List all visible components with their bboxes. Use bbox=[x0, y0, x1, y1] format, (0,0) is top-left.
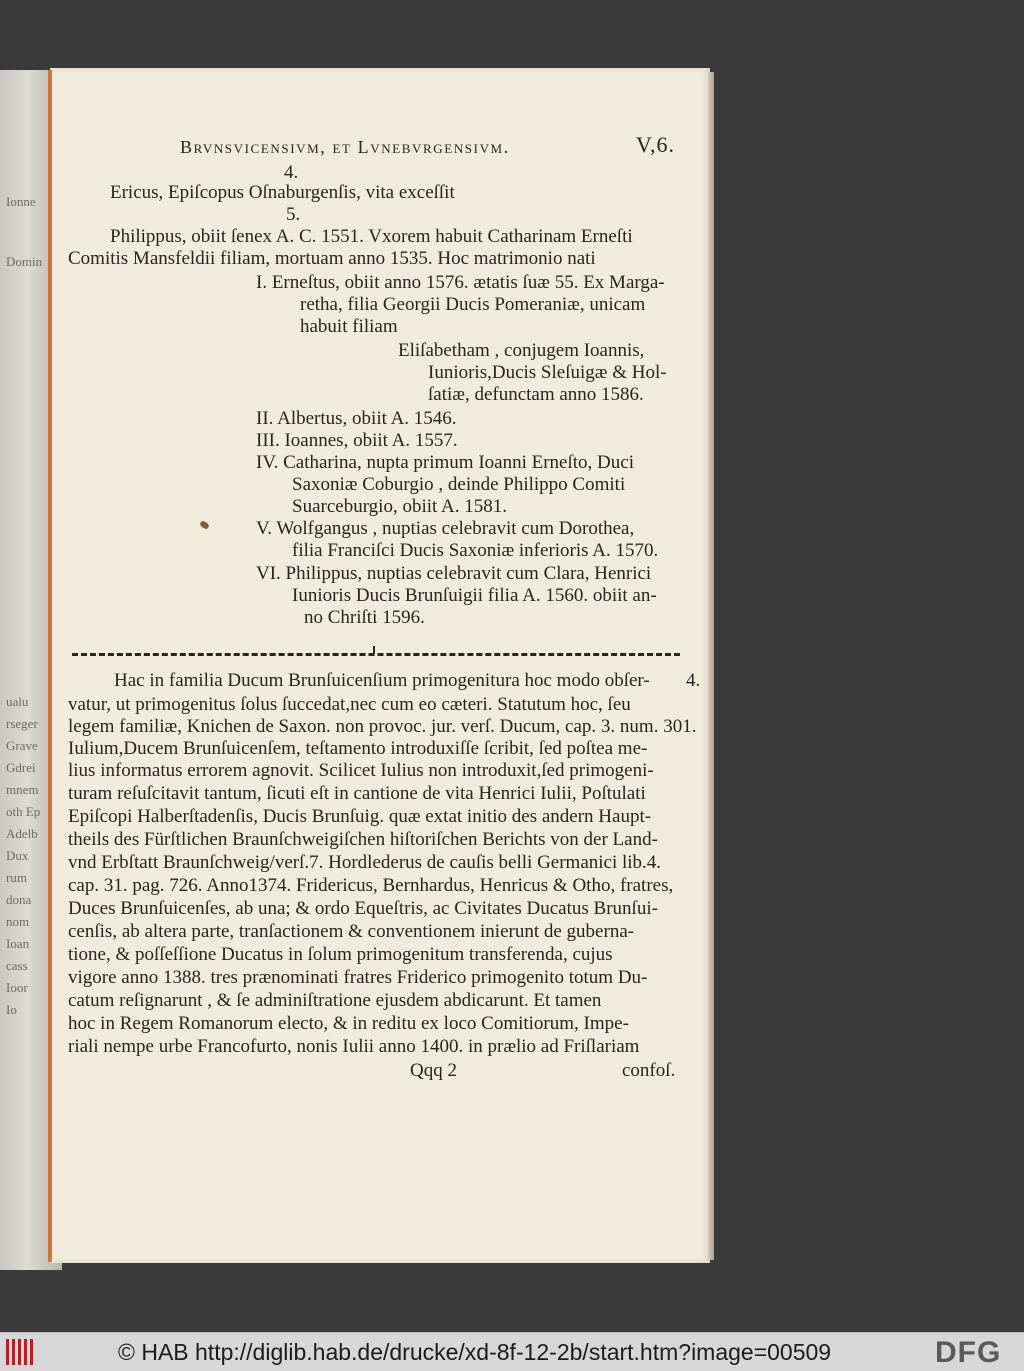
paragraph-line: Duces Brunſuicenſes, ab una; & ordo Equeſtris, ac Civitates Ducatus Brunſui- bbox=[68, 898, 658, 919]
entry-line: Philippus, obiit ſenex A. C. 1551. Vxorem habuit Catharinam Erneſti bbox=[110, 226, 633, 247]
paragraph-line: legem familiæ, Knichen de Saxon. non provoc. jur. verſ. Ducum, cap. 3. num. 301. bbox=[68, 716, 697, 737]
entry-line: I. Erneſtus, obiit anno 1576. ætatis ſuæ 55. Ex Marga- bbox=[256, 272, 665, 293]
page-right-edge bbox=[708, 72, 714, 1260]
paragraph-line: riali nempe urbe Francofurto, nonis Iulii anno 1400. in prælio ad Friſlariam bbox=[68, 1036, 640, 1057]
margin-fragment: Ioor bbox=[6, 980, 28, 995]
paragraph-line: Hac in familia Ducum Brunſuicenſium primogenitura hoc modo obſer- bbox=[114, 670, 650, 691]
paragraph-line: Epiſcopi Halberſtadenſis, Ducis Brunſuig. quæ extat initio des andern Haupt- bbox=[68, 806, 652, 827]
marginal-note: 4. bbox=[686, 670, 701, 691]
margin-fragment: rum bbox=[6, 870, 27, 885]
page-number: V,6. bbox=[636, 132, 676, 157]
margin-fragment: dona bbox=[6, 892, 32, 907]
entry-line: no Chriſti 1596. bbox=[304, 607, 425, 628]
entry-line: Eliſabetham , conjugem Ioannis, bbox=[398, 340, 645, 361]
entry-line: Saxoniæ Coburgio , deinde Philippo Comiti bbox=[292, 474, 626, 495]
entry-line: III. Ioannes, obiit A. 1557. bbox=[256, 430, 458, 451]
paragraph-line: lius informatus errorem agnovit. Scilicet Iulius non introduxit,ſed primogeni- bbox=[68, 760, 654, 781]
entry-line: Iunioris Ducis Brunſuigii filia A. 1560. obiit an- bbox=[292, 585, 657, 606]
paragraph-line: turam reſuſcitavit tantum, ſicuti eſt in cantione de vita Henrici Iulii, Poſtulati bbox=[68, 783, 646, 804]
entry-line: retha, filia Georgii Ducis Pomeraniæ, unicam bbox=[300, 294, 646, 315]
entry-line: habuit filiam bbox=[300, 316, 398, 337]
paragraph-line: Iulium,Ducem Brunſuicenſem, teſtamento introduxiſſe ſcribit, ſed poſtea me- bbox=[68, 738, 648, 759]
paragraph-line: hoc in Regem Romanorum electo, & in reditu ex loco Comitiorum, Impe- bbox=[68, 1013, 629, 1034]
entry-line: V. Wolfgangus , nuptias celebravit cum Dorothea, bbox=[256, 518, 635, 539]
margin-fragment: nom bbox=[6, 914, 30, 929]
margin-fragment: Dux bbox=[6, 848, 29, 863]
entry-line: II. Albertus, obiit A. 1546. bbox=[256, 408, 457, 429]
paragraph-line: tione, & poſſeſſione Ducatus in ſolum primogenitum transferenda, cujus bbox=[68, 944, 613, 965]
entry-line: ſatiæ, defunctam anno 1586. bbox=[428, 384, 644, 405]
running-head: Brvnsvicensivm, et Lvnebvrgensivm. bbox=[180, 137, 510, 157]
entry-line: VI. Philippus, nuptias celebravit cum Clara, Henrici bbox=[256, 563, 652, 584]
margin-fragment: Ionne bbox=[6, 194, 36, 209]
margin-fragment: Ioan bbox=[6, 936, 30, 951]
entry-number: 5. bbox=[286, 204, 301, 225]
margin-fragment: Gdrei bbox=[6, 760, 36, 775]
page-binding-edge bbox=[48, 70, 52, 1262]
dfg-logo: DFG bbox=[935, 1336, 1002, 1369]
margin-fragment: rseger bbox=[6, 716, 38, 731]
signature-mark: Qqq 2 bbox=[410, 1060, 457, 1081]
entry-line: Iunioris,Ducis Sleſuigæ & Hol- bbox=[428, 362, 667, 383]
entry-line: Suarceburgio, obiit A. 1581. bbox=[292, 496, 507, 517]
paragraph-line: cap. 31. pag. 726. Anno1374. Fridericus, Bernhardus, Henricus & Otho, fratres, bbox=[68, 875, 674, 896]
margin-fragment: oth Ep bbox=[6, 804, 41, 819]
entry-line: Comitis Mansfeldii filiam, mortuam anno 1535. Hoc matrimonio nati bbox=[68, 248, 596, 269]
section-rule-tick bbox=[373, 646, 375, 654]
paragraph-line: catum reſignarunt , & ſe adminiſtratione ejusdem abdicarunt. Et tamen bbox=[68, 990, 602, 1011]
margin-fragment: Domin bbox=[6, 254, 43, 269]
margin-fragment: cass bbox=[6, 958, 28, 973]
margin-fragment: Io bbox=[6, 1002, 17, 1017]
entry-line: Ericus, Epiſcopus Oſnaburgenſis, vita exceſſit bbox=[110, 182, 455, 203]
margin-fragment: ualu bbox=[6, 694, 29, 709]
hab-logo-icon bbox=[6, 1339, 36, 1365]
entry-line: IV. Catharina, nupta primum Ioanni Erneſto, Duci bbox=[256, 452, 634, 473]
copyright-link[interactable]: © HAB http://diglib.hab.de/drucke/xd-8f-12-2b/start.htm?image=00509 bbox=[118, 1339, 832, 1365]
paragraph-line: theils des Fürſtlichen Braunſchweigiſchen hiſtoriſchen Berichts von der Land- bbox=[68, 829, 658, 850]
section-rule bbox=[72, 653, 680, 656]
entry-number: 4. bbox=[284, 162, 299, 183]
catchword: confoſ. bbox=[622, 1060, 676, 1081]
paragraph-line: cenſis, ab altera parte, tranſactionem & conventionem inierunt de guberna- bbox=[68, 921, 635, 942]
viewer-footer bbox=[0, 1332, 1024, 1371]
margin-fragment: Adelb bbox=[6, 826, 38, 841]
paragraph-line: vnd Erbſtatt Braunſchweig/verſ.7. Hordlederus de cauſis belli Germanici lib.4. bbox=[68, 852, 662, 873]
paragraph-line: vatur, ut primogenitus ſolus ſuccedat,nec cum eo cæteri. Statutum hoc, ſeu bbox=[68, 694, 631, 715]
margin-fragment: mnem bbox=[6, 782, 39, 797]
margin-fragment: Grave bbox=[6, 738, 38, 753]
paragraph-line: vigore anno 1388. tres prænominati fratres Friderico primogenito totum Du- bbox=[68, 967, 648, 988]
entry-line: filia Franciſci Ducis Saxoniæ inferioris A. 1570. bbox=[292, 540, 659, 561]
